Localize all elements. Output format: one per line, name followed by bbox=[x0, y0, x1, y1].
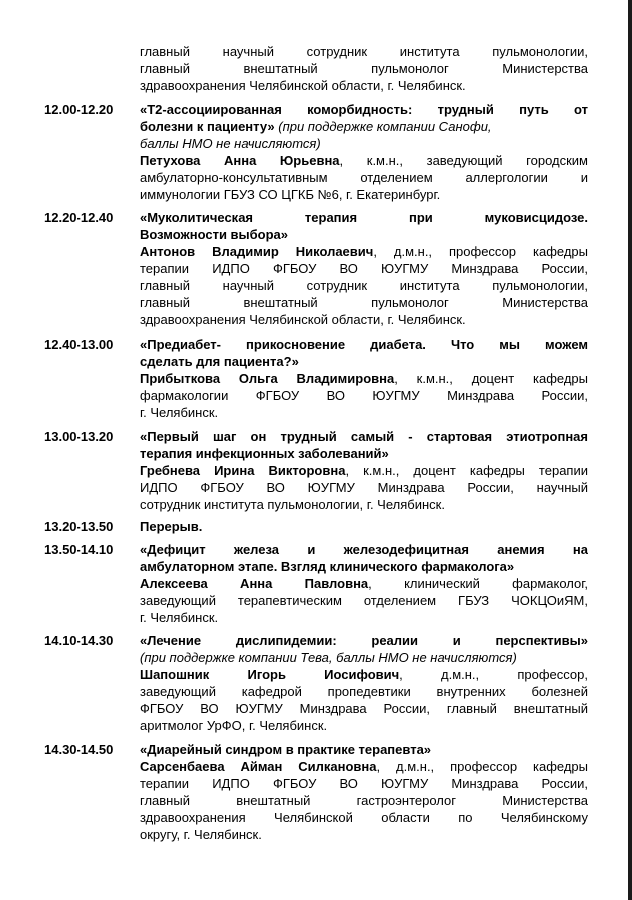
time-slot: 12.20-12.40 bbox=[44, 210, 114, 225]
speaker-line: аритмолог УрФО, г. Челябинск. bbox=[140, 718, 328, 733]
speaker-credentials: , к.м.н., доцент кафедры терапии bbox=[345, 463, 588, 478]
speaker-credentials: , д.м.н., профессор кафедры bbox=[373, 244, 588, 259]
speaker-line: здравоохранения Челябинской области, г. Челябинск. bbox=[140, 78, 466, 93]
item-content bbox=[140, 518, 588, 535]
talk-title: «Лечение дислипидемии: реалии и перспективы» bbox=[140, 633, 588, 648]
time-slot: 12.00-12.20 bbox=[44, 102, 114, 117]
talk-title: сделать для пациента?» bbox=[140, 354, 299, 369]
speaker-line: главный внештатный гастроэнтеролог Министерства bbox=[140, 793, 588, 808]
speaker-block bbox=[140, 43, 588, 94]
talk-title: амбулаторном этапе. Взгляд клинического фармаколога» bbox=[140, 559, 515, 574]
page-edge-shadow bbox=[628, 0, 632, 900]
speaker-line: заведующий кафедрой пропедевтики внутренних болезней bbox=[140, 684, 588, 699]
speaker-name: Шапошник Игорь Иосифович bbox=[140, 667, 400, 682]
speaker-line: терапии ИДПО ФГБОУ ВО ЮУГМУ Минздрава России, bbox=[140, 776, 588, 791]
time-slot: 13.50-14.10 bbox=[44, 542, 114, 557]
speaker-name: Сарсенбаева Айман Силкановна bbox=[140, 759, 377, 774]
speaker-credentials: , клинический фармаколог, bbox=[368, 576, 588, 591]
speaker-credentials: , д.м.н., профессор, bbox=[399, 667, 588, 682]
time-slot: 13.00-13.20 bbox=[44, 429, 114, 444]
talk-title: «Муколитическая терапия при муковисцидозе. bbox=[140, 210, 588, 225]
speaker-line: фармакологии ФГБОУ ВО ЮУГМУ Минздрава России, bbox=[140, 388, 588, 403]
talk-title: Возможности выбора» bbox=[140, 227, 289, 242]
talk-title: «Т2-ассоциированная коморбидность: трудный путь от bbox=[140, 102, 588, 117]
talk-title: «Диарейный синдром в практике терапевта» bbox=[140, 742, 432, 757]
speaker-line: амбулаторно-консультативным отделением аллергологии и bbox=[140, 170, 588, 185]
time-slot: 13.20-13.50 bbox=[44, 519, 114, 534]
speaker-name: Антонов Владимир Николаевич bbox=[140, 244, 374, 259]
speaker-line: г. Челябинск. bbox=[140, 610, 219, 625]
speaker-name: Алексеева Анна Павловна bbox=[140, 576, 369, 591]
talk-title: «Предиабет- прикосновение диабета. Что мы можем bbox=[140, 337, 588, 352]
sponsor-note: баллы НМО не начисляются) bbox=[140, 136, 321, 151]
speaker-line: ФГБОУ ВО ЮУГМУ Минздрава России, главный внештатный bbox=[140, 701, 588, 716]
break-label: Перерыв. bbox=[140, 519, 203, 534]
time-slot: 14.30-14.50 bbox=[44, 742, 114, 757]
sponsor-note: (при поддержке компании Тева, баллы НМО не начисляются) bbox=[140, 650, 517, 665]
item-content bbox=[140, 209, 588, 328]
speaker-line: терапии ИДПО ФГБОУ ВО ЮУГМУ Минздрава России, bbox=[140, 261, 588, 276]
speaker-credentials: , д.м.н., профессор кафедры bbox=[376, 759, 588, 774]
item-content bbox=[140, 101, 588, 203]
time-slot: 12.40-13.00 bbox=[44, 337, 114, 352]
speaker-line: сотрудник института пульмонологии, г. Челябинск. bbox=[140, 497, 445, 512]
speaker-name: Петухова Анна Юрьевна bbox=[140, 153, 340, 168]
speaker-line: г. Челябинск. bbox=[140, 405, 219, 420]
talk-title: болезни к пациенту» bbox=[140, 119, 275, 134]
item-content bbox=[140, 336, 588, 421]
speaker-name: Гребнева Ирина Викторовна bbox=[140, 463, 346, 478]
speaker-line: главный научный сотрудник института пульмонологии, bbox=[140, 278, 588, 293]
item-content bbox=[140, 541, 588, 626]
speaker-line: округу, г. Челябинск. bbox=[140, 827, 262, 842]
talk-title: «Дефицит железа и железодефицитная анемия на bbox=[140, 542, 588, 557]
speaker-line: иммунологии ГБУЗ СО ЦГКБ №6, г. Екатеринбург. bbox=[140, 187, 441, 202]
speaker-credentials: , к.м.н., доцент кафедры bbox=[394, 371, 588, 386]
time-slot: 14.10-14.30 bbox=[44, 633, 114, 648]
speaker-line: главный внештатный пульмонолог Министерства bbox=[140, 61, 588, 76]
speaker-line: главный научный сотрудник института пульмонологии, bbox=[140, 44, 588, 59]
talk-title: «Первый шаг он трудный самый - стартовая этиотропная bbox=[140, 429, 588, 444]
item-content bbox=[140, 741, 588, 843]
speaker-line: здравоохранения Челябинской области, г. Челябинск. bbox=[140, 312, 466, 327]
item-content bbox=[140, 428, 588, 513]
speaker-name: Прибыткова Ольга Владимировна bbox=[140, 371, 395, 386]
item-content bbox=[140, 632, 588, 734]
speaker-credentials: , к.м.н., заведующий городским bbox=[339, 153, 588, 168]
speaker-line: здравоохранения Челябинской области по Челябинскому bbox=[140, 810, 588, 825]
talk-title: терапия инфекционных заболеваний» bbox=[140, 446, 389, 461]
sponsor-note: (при поддержке компании Санофи, bbox=[278, 119, 492, 134]
speaker-line: заведующий терапевтическим отделением ГБУЗ ЧОКЦОиЯМ, bbox=[140, 593, 588, 608]
speaker-line: главный внештатный пульмонолог Министерства bbox=[140, 295, 588, 310]
speaker-line: ИДПО ФГБОУ ВО ЮУГМУ Минздрава России, научный bbox=[140, 480, 588, 495]
